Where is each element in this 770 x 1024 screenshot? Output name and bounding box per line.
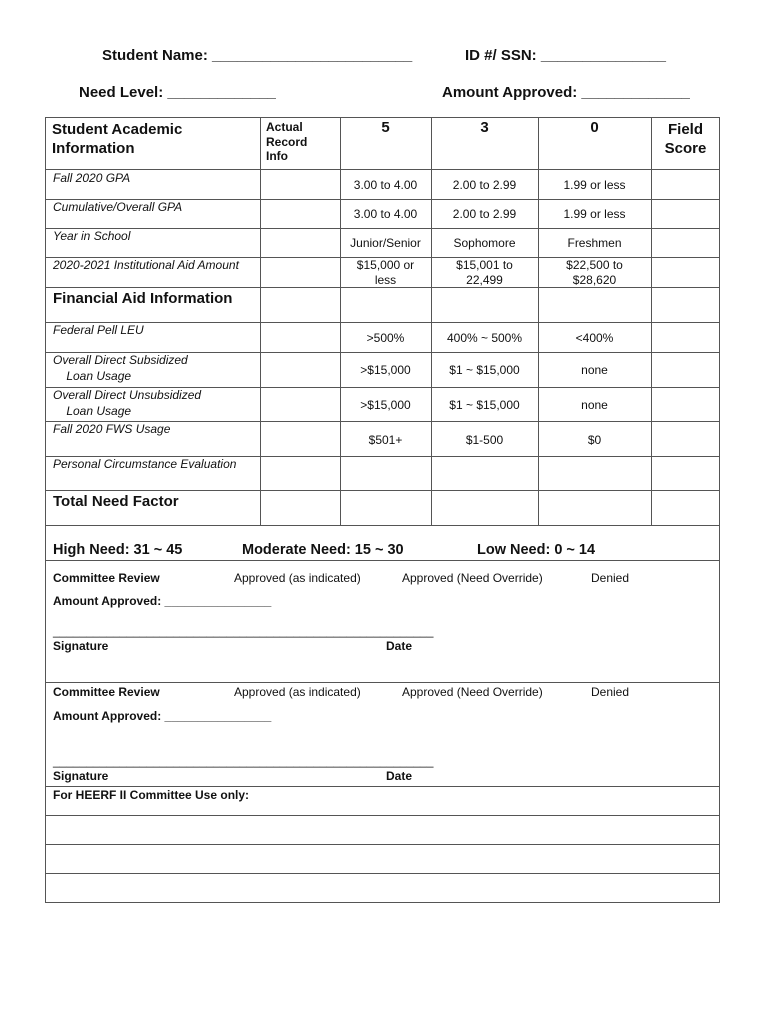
table-rule xyxy=(45,490,720,491)
table-rule xyxy=(45,682,720,683)
row-label: Year in School xyxy=(53,229,131,243)
committee-review-label: Committee Review xyxy=(53,571,160,585)
score-3-header: 3 xyxy=(480,119,489,136)
review-amount-field[interactable]: Amount Approved: ________________ xyxy=(53,709,272,723)
amount-approved-field[interactable]: Amount Approved: _____________ xyxy=(442,84,690,101)
score-3-cell: 2.00 to 2.99 xyxy=(452,207,517,221)
high-need-range: High Need: 31 ~ 45 xyxy=(53,542,183,558)
score-5-cell: 3.00 to 4.00 xyxy=(353,207,418,221)
row-label: Overall Direct Unsubsidized Loan Usage xyxy=(53,388,202,418)
score-5-header: 5 xyxy=(381,119,390,136)
score-5-cell: Junior/Senior xyxy=(350,236,421,250)
score-0-cell: none xyxy=(581,363,608,377)
approved-override-option[interactable]: Approved (Need Override) xyxy=(402,685,543,699)
row-label: Cumulative/Overall GPA xyxy=(53,200,183,214)
table-rule xyxy=(45,322,720,323)
score-3-cell: 2.00 to 2.99 xyxy=(452,178,517,192)
score-3-cell: $1 ~ $15,000 xyxy=(449,398,520,412)
student-name-field[interactable]: Student Name: ________________________ xyxy=(102,47,413,64)
row-label: Overall Direct Subsidized Loan Usage xyxy=(53,353,188,383)
low-need-range: Low Need: 0 ~ 14 xyxy=(477,542,596,558)
denied-option[interactable]: Denied xyxy=(591,571,630,585)
score-5-cell: >$15,000 xyxy=(360,398,411,412)
score-0-cell: none xyxy=(581,398,608,412)
score-5-cell: >500% xyxy=(366,331,405,345)
approved-option[interactable]: Approved (as indicated) xyxy=(234,571,361,585)
date-label: Date xyxy=(386,639,413,653)
score-3-cell: $1 ~ $15,000 xyxy=(449,363,520,377)
score-3-cell: 400% ~ 500% xyxy=(446,331,523,345)
approved-override-option[interactable]: Approved (Need Override) xyxy=(402,571,543,585)
table-rule xyxy=(45,560,720,561)
score-0-header: 0 xyxy=(590,119,599,136)
score-5-cell: $501+ xyxy=(368,433,403,447)
moderate-need-range: Moderate Need: 15 ~ 30 xyxy=(242,542,404,558)
table-rule xyxy=(45,873,720,874)
row-label: Fall 2020 GPA xyxy=(53,171,131,185)
table-rule xyxy=(45,815,720,816)
academic-info-header: Student Academic Information xyxy=(52,121,183,157)
table-rule xyxy=(45,525,720,526)
table-rule xyxy=(45,844,720,845)
score-5-cell: >$15,000 xyxy=(360,363,411,377)
score-3-cell: $1-500 xyxy=(465,433,504,447)
column-rule xyxy=(651,117,652,525)
need-level-field[interactable]: Need Level: _____________ xyxy=(79,84,276,101)
denied-option[interactable]: Denied xyxy=(591,685,630,699)
signature-label: Signature xyxy=(53,769,109,783)
column-rule xyxy=(260,117,261,525)
personal-circumstance-label: Personal Circumstance Evaluation xyxy=(53,457,237,471)
approved-option[interactable]: Approved (as indicated) xyxy=(234,685,361,699)
financial-aid-heading: Financial Aid Information xyxy=(53,290,233,307)
row-label: 2020-2021 Institutional Aid Amount xyxy=(53,258,239,272)
table-rule xyxy=(45,169,720,170)
id-ssn-field[interactable]: ID #/ SSN: _______________ xyxy=(465,47,666,64)
field-score-header: Field Score xyxy=(664,121,707,157)
score-0-cell: 1.99 or less xyxy=(563,178,626,192)
score-0-cell: <400% xyxy=(575,331,614,345)
signature-label: Signature xyxy=(53,639,109,653)
signature-line[interactable]: _________________________________________________________ xyxy=(53,754,434,768)
score-0-cell: $0 xyxy=(587,433,602,447)
score-0-cell: Freshmen xyxy=(567,236,622,250)
actual-record-header: Actual Record Info xyxy=(266,120,308,163)
score-3-cell: Sophomore xyxy=(453,236,516,250)
row-label: Federal Pell LEU xyxy=(53,323,144,337)
date-label: Date xyxy=(386,769,413,783)
score-0-cell: $22,500 to $28,620 xyxy=(566,258,623,287)
review-amount-field[interactable]: Amount Approved: ________________ xyxy=(53,594,272,608)
score-0-cell: 1.99 or less xyxy=(563,207,626,221)
score-3-cell: $15,001 to 22,499 xyxy=(456,258,513,287)
row-label: Fall 2020 FWS Usage xyxy=(53,422,171,436)
table-rule xyxy=(45,786,720,787)
score-5-cell: 3.00 to 4.00 xyxy=(353,178,418,192)
total-need-factor-label: Total Need Factor xyxy=(53,493,179,510)
heerf-use-label: For HEERF II Committee Use only: xyxy=(53,788,250,802)
score-5-cell: $15,000 or less xyxy=(356,258,415,287)
signature-line[interactable]: _________________________________________________________ xyxy=(53,624,434,638)
table-rule xyxy=(45,228,720,229)
committee-review-label: Committee Review xyxy=(53,685,160,699)
